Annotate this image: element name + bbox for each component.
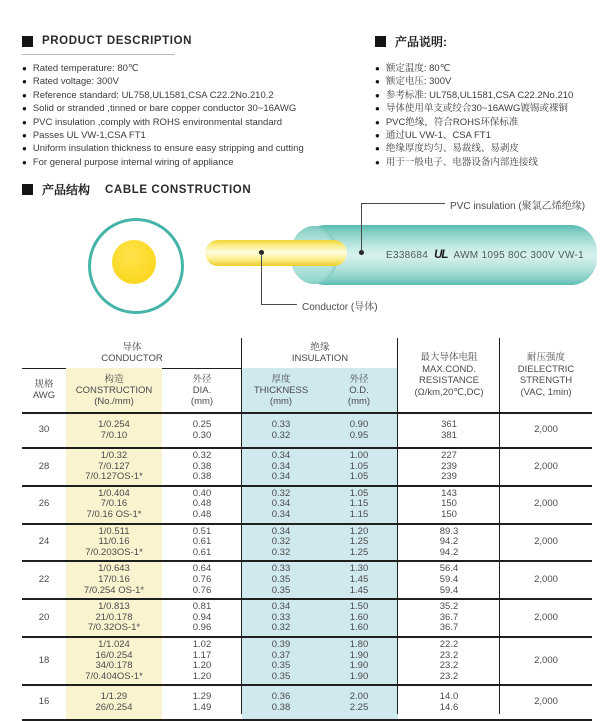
bullet-icon: ● — [22, 131, 27, 141]
bullet-item — [375, 89, 603, 102]
cell-thickness: 0.34 0.32 0.32 — [242, 525, 320, 561]
spec-table-body — [22, 414, 592, 721]
cell-dia: 0.64 0.76 0.76 — [192, 563, 212, 596]
table-row — [22, 686, 592, 721]
product-description-cn-title — [375, 33, 447, 50]
header-group-insulation — [242, 338, 398, 369]
product-description-title — [22, 35, 192, 47]
bullet-icon: ● — [375, 117, 380, 127]
cell-awg: 22 — [38, 573, 50, 585]
marking-spec-text: AWM 1095 80C 300V VW-1 — [453, 249, 585, 261]
bullet-icon: ● — [375, 131, 380, 141]
bullet-item — [375, 142, 603, 155]
cell-dielectric: 2,000 — [534, 611, 558, 623]
cell-resistance: 89.3 94.2 94.2 — [439, 525, 459, 558]
cell-resistance: 14.0 14.6 — [439, 691, 459, 713]
product-description-title-text: PRODUCT DESCRIPTION — [42, 35, 193, 47]
table-row — [22, 562, 592, 600]
header-construction: 构造 CONSTRUCTION (No./mm) — [66, 368, 162, 412]
bullet-item — [22, 156, 374, 169]
insulation-leader-line — [361, 203, 362, 252]
conductor-label: Conductor (导体) — [302, 302, 378, 313]
bullet-item — [375, 156, 603, 169]
bullet-icon: ● — [22, 144, 27, 154]
product-description-list — [22, 62, 374, 169]
cell-resistance: 143 150 150 — [441, 487, 457, 520]
bullet-text: For general purpose internal wiring of appliance — [32, 156, 234, 168]
cell-awg: 18 — [38, 654, 50, 666]
cell-dia: 0.51 0.61 0.61 — [192, 525, 212, 558]
bullet-text: 额定温度: 80℃ — [385, 63, 451, 74]
bullet-icon: ● — [375, 104, 380, 114]
cable-construction-title — [22, 181, 251, 198]
bullet-icon: ● — [22, 104, 27, 114]
cell-thickness: 0.36 0.38 — [242, 686, 320, 719]
cell-construction: 1/1.024 16/0.254 34/0.178 7/0.404OS-1* — [66, 638, 162, 684]
bullet-item — [22, 89, 374, 102]
bullet-text: PVC绝缘，符合ROHS环保标准 — [385, 116, 519, 128]
bullet-text: 通过UL VW-1、CSA FT1 — [385, 130, 491, 142]
cell-od: 2.00 2.25 — [320, 686, 398, 719]
cell-resistance: 35.2 36.7 36.7 — [439, 601, 459, 634]
cell-awg: 16 — [38, 696, 50, 708]
spec-table — [22, 338, 592, 721]
table-row — [22, 414, 592, 449]
cell-thickness: 0.34 0.34 0.34 — [242, 449, 320, 485]
header-od: 外径 O.D. (mm) — [320, 368, 398, 412]
cell-construction: 1/0.404 7/0.16 7/0.16 OS-1* — [66, 487, 162, 523]
cell-dia: 1.02 1.17 1.20 1.20 — [192, 638, 212, 682]
bullet-item — [22, 129, 374, 142]
conductor-leader-line — [261, 253, 262, 305]
cell-thickness: 0.33 0.35 0.35 — [242, 562, 320, 598]
bullet-icon: ● — [375, 90, 380, 100]
header-dia: 外径 DIA. (mm) — [190, 373, 214, 407]
product-description-cn-title-text: 产品说明: — [395, 35, 447, 49]
cell-thickness: 0.33 0.32 — [242, 414, 320, 447]
cell-construction: 1/0.254 7/0.10 — [66, 414, 162, 447]
cell-dia: 0.25 0.30 — [192, 418, 212, 441]
cell-thickness: 0.32 0.34 0.34 — [242, 487, 320, 523]
bullet-item — [22, 75, 374, 88]
cell-dielectric: 2,000 — [534, 498, 558, 510]
cell-resistance: 361 381 — [441, 418, 457, 441]
cell-thickness: 0.34 0.33 0.32 — [242, 600, 320, 636]
cell-resistance: 56.4 59.4 59.4 — [439, 563, 459, 596]
cell-construction: 1/0.511 11/0.16 7/0.203OS-1* — [66, 525, 162, 561]
spec-table-header — [22, 338, 592, 414]
cell-construction: 1/0.813 21/0.178 7/0.32OS-1* — [66, 600, 162, 636]
header-awg: 规格 AWG — [32, 379, 56, 401]
cell-od: 1.50 1.60 1.60 — [320, 600, 398, 636]
cell-dielectric: 2,000 — [534, 424, 558, 436]
bullet-icon: ● — [375, 77, 380, 87]
cell-od: 1.30 1.45 1.45 — [320, 562, 398, 598]
header-conductor-cn: 导体 — [122, 342, 142, 353]
cell-dielectric: 2,000 — [534, 536, 558, 548]
cell-od: 1.00 1.05 1.05 — [320, 449, 398, 485]
cell-resistance: 22.2 23.2 23.2 23.2 — [439, 638, 459, 682]
section-square-icon — [375, 36, 386, 47]
bullet-text: Solid or stranded ,tinned or bare copper conductor 30~16AWG — [32, 103, 297, 115]
cell-dielectric: 2,000 — [534, 654, 558, 666]
section-square-icon — [22, 184, 33, 195]
cell-awg: 26 — [38, 498, 50, 510]
bullet-item — [22, 102, 374, 115]
bullet-text: 额定电压: 300V — [385, 76, 452, 88]
cell-od: 1.05 1.15 1.15 — [320, 487, 398, 523]
bullet-text: 绝缘厚度均匀、易裁线、易剥皮 — [385, 143, 519, 155]
header-group-conductor — [22, 338, 242, 369]
cell-awg: 30 — [38, 424, 50, 436]
bullet-item — [22, 142, 374, 155]
bullet-text: PVC insulation ,comply with ROHS environmental standard — [32, 116, 283, 128]
cell-awg: 28 — [38, 460, 50, 472]
table-row — [22, 525, 592, 563]
bullet-icon: ● — [375, 144, 380, 154]
bullet-text: Uniform insulation thickness to ensure easy stripping and cutting — [32, 143, 304, 155]
table-divider — [241, 338, 242, 714]
conductor-rod — [205, 240, 347, 266]
cell-construction: 1/0.32 7/0.127 7/0.127OS-1* — [66, 449, 162, 485]
bullet-icon: ● — [22, 157, 27, 167]
cell-dia: 0.32 0.38 0.38 — [192, 450, 212, 483]
cell-dielectric: 2,000 — [534, 460, 558, 472]
conductor-leader-line — [261, 304, 297, 305]
title-underline — [22, 54, 175, 55]
cell-od: 1.80 1.90 1.90 1.90 — [320, 638, 398, 684]
header-insulation-cn: 绝缘 — [310, 342, 330, 353]
insulation-leader-line — [361, 203, 445, 204]
cell-thickness: 0.39 0.37 0.35 0.35 — [242, 638, 320, 684]
cell-dia: 1.29 1.49 — [192, 691, 212, 713]
cable-marking — [378, 225, 592, 285]
bullet-icon: ● — [375, 64, 380, 73]
cell-construction: 1/1.29 26/0.254 — [66, 686, 162, 719]
header-thickness: 厚度 THICKNESS (mm) — [242, 368, 320, 412]
cell-awg: 24 — [38, 536, 50, 548]
table-divider — [397, 338, 398, 714]
marking-cert-number: E338684 — [385, 249, 429, 261]
header-dielectric: 耐压强度 DIELECTRIC STRENGTH (VAC, 1min) — [517, 352, 575, 398]
bullet-icon: ● — [22, 64, 27, 73]
cable-construction-title-en: CABLE CONSTRUCTION — [105, 183, 252, 196]
bullet-icon: ● — [375, 157, 380, 167]
table-row — [22, 487, 592, 525]
bullet-icon: ● — [22, 90, 27, 100]
section-square-icon — [22, 36, 33, 47]
table-row — [22, 449, 592, 487]
cell-awg: 20 — [38, 611, 50, 623]
bullet-item — [22, 62, 374, 75]
bullet-item — [375, 102, 603, 115]
bullet-text: 用于一般电子、电器设备内部连接线 — [385, 156, 538, 168]
cell-construction: 1/0.643 17/0.16 7/0.254 OS-1* — [66, 562, 162, 598]
header-conductor-en: CONDUCTOR — [101, 353, 163, 364]
table-row — [22, 638, 592, 686]
product-description-cn-list — [375, 62, 603, 169]
header-insulation-en: INSULATION — [291, 353, 349, 364]
cable-construction-title-cn: 产品结构 — [42, 183, 91, 197]
bullet-item — [375, 129, 603, 142]
cell-resistance: 227 239 239 — [441, 450, 457, 483]
insulation-label: PVC insulation (聚氯乙烯绝缘) — [450, 201, 586, 212]
cell-dia: 0.40 0.48 0.48 — [192, 487, 212, 520]
bullet-text: Rated voltage: 300V — [32, 76, 119, 88]
bullet-text: 参考标准: UL758,UL1581,CSA C22.2No.210 — [385, 89, 574, 101]
cell-dia: 0.81 0.94 0.96 — [192, 601, 212, 634]
table-row — [22, 600, 592, 638]
header-resistance: 最大导体电阻 MAX.COND. RESISTANCE (Ω/km,20℃,DC) — [414, 352, 484, 398]
bullet-item — [22, 116, 374, 129]
cell-od: 0.90 0.95 — [320, 414, 398, 447]
ul-logo-icon: UL — [434, 249, 448, 261]
bullet-item — [375, 116, 603, 129]
cell-dielectric: 2,000 — [534, 573, 558, 585]
table-divider — [499, 338, 500, 714]
cell-od: 1.20 1.25 1.25 — [320, 525, 398, 561]
bullet-text: 导体使用单支或绞合30~16AWG镀锡或裸铜 — [385, 103, 568, 115]
bullet-text: Reference standard: UL758,UL1581,CSA C22.2No.210.2 — [32, 89, 274, 101]
bullet-icon: ● — [22, 77, 27, 87]
bullet-item — [375, 75, 603, 88]
bullet-text: Rated temperature: 80℃ — [32, 63, 139, 74]
cross-section-conductor — [112, 240, 156, 284]
bullet-icon: ● — [22, 117, 27, 127]
bullet-item — [375, 62, 603, 75]
cell-dielectric: 2,000 — [534, 696, 558, 708]
bullet-text: Passes UL VW-1,CSA FT1 — [32, 130, 146, 142]
